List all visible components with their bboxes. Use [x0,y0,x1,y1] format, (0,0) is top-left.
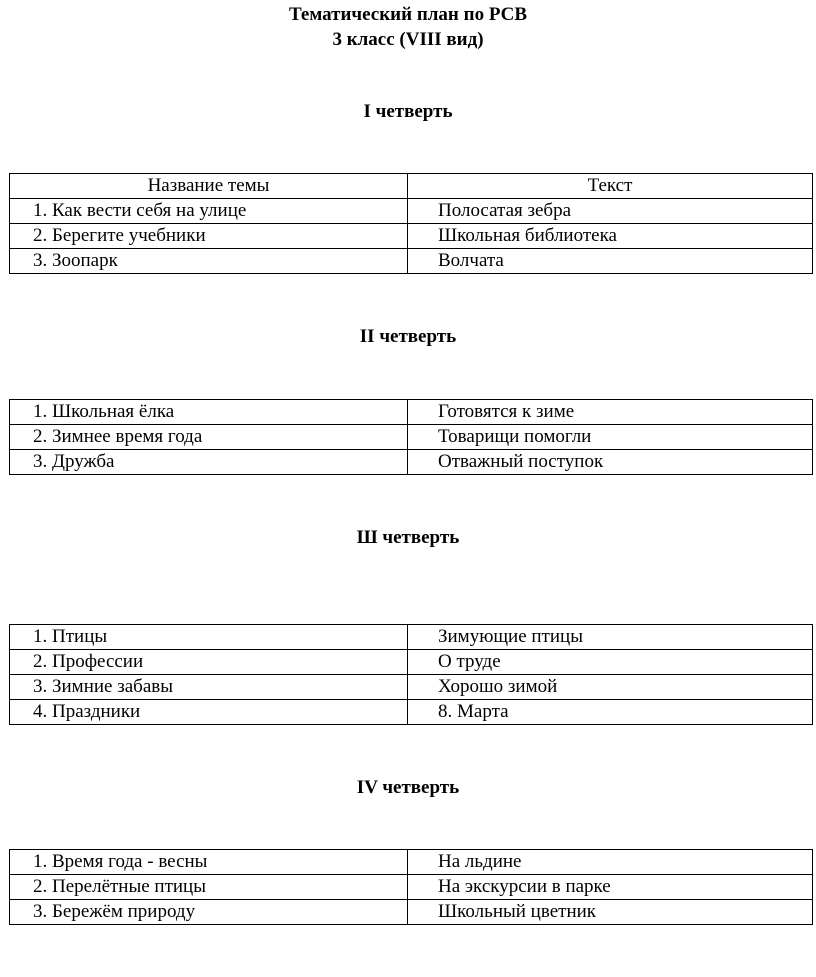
quarter-4-table [9,849,813,925]
text-cell: На льдине [408,850,813,875]
table-row [10,450,813,475]
table-row [10,425,813,450]
quarter-2-table [9,399,813,475]
topic-cell: 3. Дружба [10,450,408,475]
column-header-text: Текст [408,174,813,199]
document-title: Тематический план по РСВ [288,4,528,25]
topic-cell: 1. Как вести себя на улице [10,199,408,224]
quarter-3-table [9,624,813,725]
column-header-topic: Название темы [10,174,408,199]
topic-cell: 3. Бережём природу [10,900,408,925]
table-row [10,249,813,274]
text-cell: Школьный цветник [408,900,813,925]
topic-cell: 3. Зоопарк [10,249,408,274]
table-row [10,224,813,249]
topic-cell: 2. Берегите учебники [10,224,408,249]
table-row [10,625,813,650]
table-row [10,875,813,900]
topic-cell: 1. Птицы [10,625,408,650]
table-row [10,400,813,425]
text-cell: На экскурсии в парке [408,875,813,900]
document-subtitle: 3 класс (VIII вид) [332,29,484,50]
table-row [10,850,813,875]
topic-cell: 2. Зимнее время года [10,425,408,450]
text-cell: 8. Марта [408,700,813,725]
topic-cell: 4. Праздники [10,700,408,725]
quarter-1-heading: I четверть [363,101,453,122]
text-cell: Полосатая зебра [408,199,813,224]
table-header-row [10,174,813,199]
quarter-2-heading: II четверть [359,326,457,347]
topic-cell: 3. Зимние забавы [10,675,408,700]
topic-cell: 1. Время года - весны [10,850,408,875]
topic-cell: 1. Школьная ёлка [10,400,408,425]
topic-cell: 2. Перелётные птицы [10,875,408,900]
table-row [10,700,813,725]
table-row [10,199,813,224]
text-cell: Волчата [408,249,813,274]
quarter-1-table [9,173,813,274]
text-cell: Зимующие птицы [408,625,813,650]
table-row [10,650,813,675]
text-cell: Товарищи помогли [408,425,813,450]
text-cell: Школьная библиотека [408,224,813,249]
quarter-3-heading: Ш четверть [356,527,460,548]
quarter-4-heading: IV четверть [356,777,460,798]
text-cell: Хорошо зимой [408,675,813,700]
table-row [10,900,813,925]
topic-cell: 2. Профессии [10,650,408,675]
text-cell: Отважный поступок [408,450,813,475]
text-cell: Готовятся к зиме [408,400,813,425]
table-row [10,675,813,700]
text-cell: О труде [408,650,813,675]
